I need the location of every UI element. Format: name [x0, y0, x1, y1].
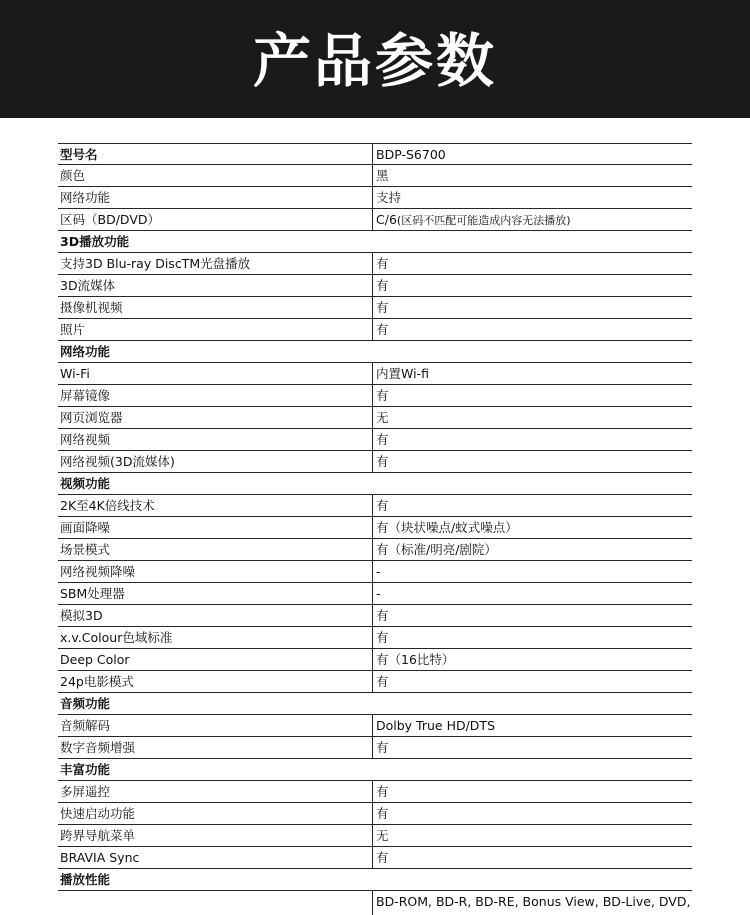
- spec-value-text: 有: [376, 674, 389, 689]
- spec-value-text: 有: [376, 608, 389, 623]
- spec-row: [58, 517, 692, 539]
- spec-value-text: 有: [376, 278, 389, 293]
- spec-row: [58, 847, 692, 869]
- spec-table: [58, 143, 692, 915]
- spec-value: [376, 891, 690, 912]
- spec-name: 照片: [60, 322, 86, 337]
- spec-value: [376, 165, 389, 186]
- spec-row: [58, 209, 692, 231]
- spec-value: [376, 144, 446, 165]
- section-title: 播放性能: [60, 872, 111, 887]
- spec-value-text: C/6: [376, 212, 397, 227]
- section-title: 音频功能: [60, 696, 111, 711]
- spec-row: [58, 451, 692, 473]
- spec-row: [58, 143, 692, 165]
- spec-name: 2K至4K倍线技术: [60, 498, 155, 513]
- column-divider: [372, 803, 373, 824]
- spec-value-text: 有: [376, 454, 389, 469]
- spec-value-text: 有: [376, 256, 389, 271]
- column-divider: [372, 605, 373, 626]
- spec-row: [58, 737, 692, 759]
- spec-row: [58, 297, 692, 319]
- spec-value: [376, 407, 389, 428]
- spec-value: [376, 737, 389, 758]
- column-divider: [372, 891, 373, 915]
- spec-value-text: 有（块状噪点/蚊式噪点）: [376, 520, 518, 535]
- column-divider: [372, 451, 373, 472]
- column-divider: [372, 649, 373, 670]
- column-divider: [372, 407, 373, 428]
- spec-name: 场景模式: [60, 542, 111, 557]
- spec-value: [376, 715, 495, 736]
- spec-name: 数字音频增强: [60, 740, 136, 755]
- column-divider: [372, 561, 373, 582]
- spec-value-text: 支持: [376, 190, 402, 205]
- spec-value-text: 有: [376, 784, 389, 799]
- spec-value: [376, 847, 389, 868]
- column-divider: [372, 495, 373, 516]
- spec-row: [58, 253, 692, 275]
- spec-name: 颜色: [60, 168, 86, 183]
- spec-name: 网页浏览器: [60, 410, 123, 425]
- spec-row: [58, 187, 692, 209]
- spec-name: 网络视频降噪: [60, 564, 136, 579]
- spec-name: 跨界导航菜单: [60, 828, 136, 843]
- spec-row: [58, 825, 692, 847]
- section-title: 视频功能: [60, 476, 111, 491]
- column-divider: [372, 627, 373, 648]
- spec-name: 24p电影模式: [60, 674, 134, 689]
- spec-name: 音频解码: [60, 718, 111, 733]
- spec-name: 区码（BD/DVD）: [60, 212, 160, 227]
- spec-value: [376, 495, 389, 516]
- section-title: 丰富功能: [60, 762, 111, 777]
- spec-value-text: 黑: [376, 168, 389, 183]
- spec-value-text: 有: [376, 322, 389, 337]
- spec-value-text: 有: [376, 300, 389, 315]
- spec-name: 网络视频(3D流媒体): [60, 454, 175, 469]
- spec-value-text: 有: [376, 850, 389, 865]
- spec-value-text: BDP-S6700: [376, 147, 446, 162]
- spec-name: 多屏遥控: [60, 784, 111, 799]
- spec-value: [376, 319, 389, 340]
- spec-name: 画面降噪: [60, 520, 111, 535]
- column-divider: [372, 209, 373, 230]
- spec-row: [58, 671, 692, 693]
- column-divider: [372, 825, 373, 846]
- column-divider: [372, 297, 373, 318]
- spec-row: [58, 715, 692, 737]
- spec-value-text: -: [376, 586, 381, 601]
- column-divider: [372, 847, 373, 868]
- spec-value-text: 有: [376, 630, 389, 645]
- spec-row: [58, 649, 692, 671]
- column-divider: [372, 517, 373, 538]
- spec-value: [376, 583, 381, 604]
- column-divider: [372, 319, 373, 340]
- spec-value-text: 无: [376, 828, 389, 843]
- spec-name: 模拟3D: [60, 608, 103, 623]
- spec-value-text: Dolby True HD/DTS: [376, 718, 496, 733]
- spec-value: [376, 825, 389, 846]
- column-divider: [372, 165, 373, 186]
- section-header: [58, 231, 692, 253]
- column-divider: [372, 253, 373, 274]
- column-divider: [372, 144, 373, 164]
- spec-value: [376, 275, 389, 296]
- column-divider: [372, 187, 373, 208]
- spec-value-text: 有: [376, 498, 389, 513]
- page-title: 产品参数: [252, 27, 497, 95]
- spec-row: [58, 781, 692, 803]
- spec-value-text: 有: [376, 806, 389, 821]
- spec-value-text: 无: [376, 410, 389, 425]
- column-divider: [372, 539, 373, 560]
- column-divider: [372, 583, 373, 604]
- spec-value: [376, 209, 571, 231]
- spec-row: [58, 165, 692, 187]
- column-divider: [372, 429, 373, 450]
- spec-value: [376, 385, 389, 406]
- spec-value-text: 有（标准/明亮/剧院）: [376, 542, 497, 557]
- spec-name: 网络功能: [60, 190, 111, 205]
- spec-value-text: 有（16比特）: [376, 652, 455, 667]
- spec-row: [58, 407, 692, 429]
- column-divider: [372, 363, 373, 384]
- spec-value: [376, 605, 389, 626]
- spec-value: [376, 517, 518, 538]
- spec-value: [376, 297, 389, 318]
- spec-name: 网络视频: [60, 432, 111, 447]
- spec-value: [376, 429, 389, 450]
- section-header: [58, 759, 692, 781]
- spec-row: [58, 605, 692, 627]
- spec-value: [376, 187, 401, 208]
- column-divider: [372, 671, 373, 692]
- spec-row: [58, 319, 692, 341]
- spec-value: [376, 671, 389, 692]
- spec-value-text: 有: [376, 388, 389, 403]
- section-header: [58, 341, 692, 363]
- spec-value: [376, 539, 497, 560]
- spec-name: 屏幕镜像: [60, 388, 111, 403]
- spec-name: x.v.Colour色域标准: [60, 630, 173, 645]
- spec-value-text: BD-ROM, BD-R, BD-RE, Bonus View, BD-Live, DVD,: [376, 894, 691, 909]
- section-header: [58, 473, 692, 495]
- spec-row: [58, 583, 692, 605]
- spec-row: [58, 803, 692, 825]
- spec-name: BRAVIA Sync: [60, 850, 140, 865]
- spec-value-note: (区码不匹配可能造成内容无法播放): [396, 214, 571, 227]
- spec-name: 支持3D Blu-ray DiscTM光盘播放: [60, 256, 251, 271]
- spec-row: [58, 385, 692, 407]
- spec-value-text: -: [376, 564, 381, 579]
- spec-name: Deep Color: [60, 652, 130, 667]
- spec-value: [376, 253, 389, 274]
- column-divider: [372, 781, 373, 802]
- spec-name: 摄像机视频: [60, 300, 123, 315]
- section-header: [58, 693, 692, 715]
- spec-row: [58, 539, 692, 561]
- spec-row: [58, 627, 692, 649]
- spec-name: 型号名: [60, 147, 98, 162]
- spec-value: [376, 649, 454, 670]
- spec-value: [376, 451, 389, 472]
- spec-value: [376, 627, 389, 648]
- spec-value: [376, 781, 389, 802]
- spec-value-text: 有: [376, 432, 389, 447]
- column-divider: [372, 737, 373, 758]
- spec-row: [58, 495, 692, 517]
- spec-row: [58, 275, 692, 297]
- spec-value: [376, 803, 389, 824]
- spec-value: [376, 363, 429, 384]
- column-divider: [372, 275, 373, 296]
- spec-row: [58, 891, 692, 915]
- header-banner: [0, 0, 750, 118]
- column-divider: [372, 715, 373, 736]
- spec-name: SBM处理器: [60, 586, 125, 601]
- spec-value-text: 有: [376, 740, 389, 755]
- section-title: 3D播放功能: [60, 234, 130, 249]
- spec-name: 快速启动功能: [60, 806, 136, 821]
- spec-value-text: 内置Wi-fi: [376, 366, 429, 381]
- spec-value: [376, 561, 381, 582]
- spec-row: [58, 363, 692, 385]
- section-title: 网络功能: [60, 344, 111, 359]
- spec-name: Wi-Fi: [60, 366, 90, 381]
- spec-row: [58, 561, 692, 583]
- column-divider: [372, 385, 373, 406]
- spec-row: [58, 429, 692, 451]
- spec-name: 3D流媒体: [60, 278, 116, 293]
